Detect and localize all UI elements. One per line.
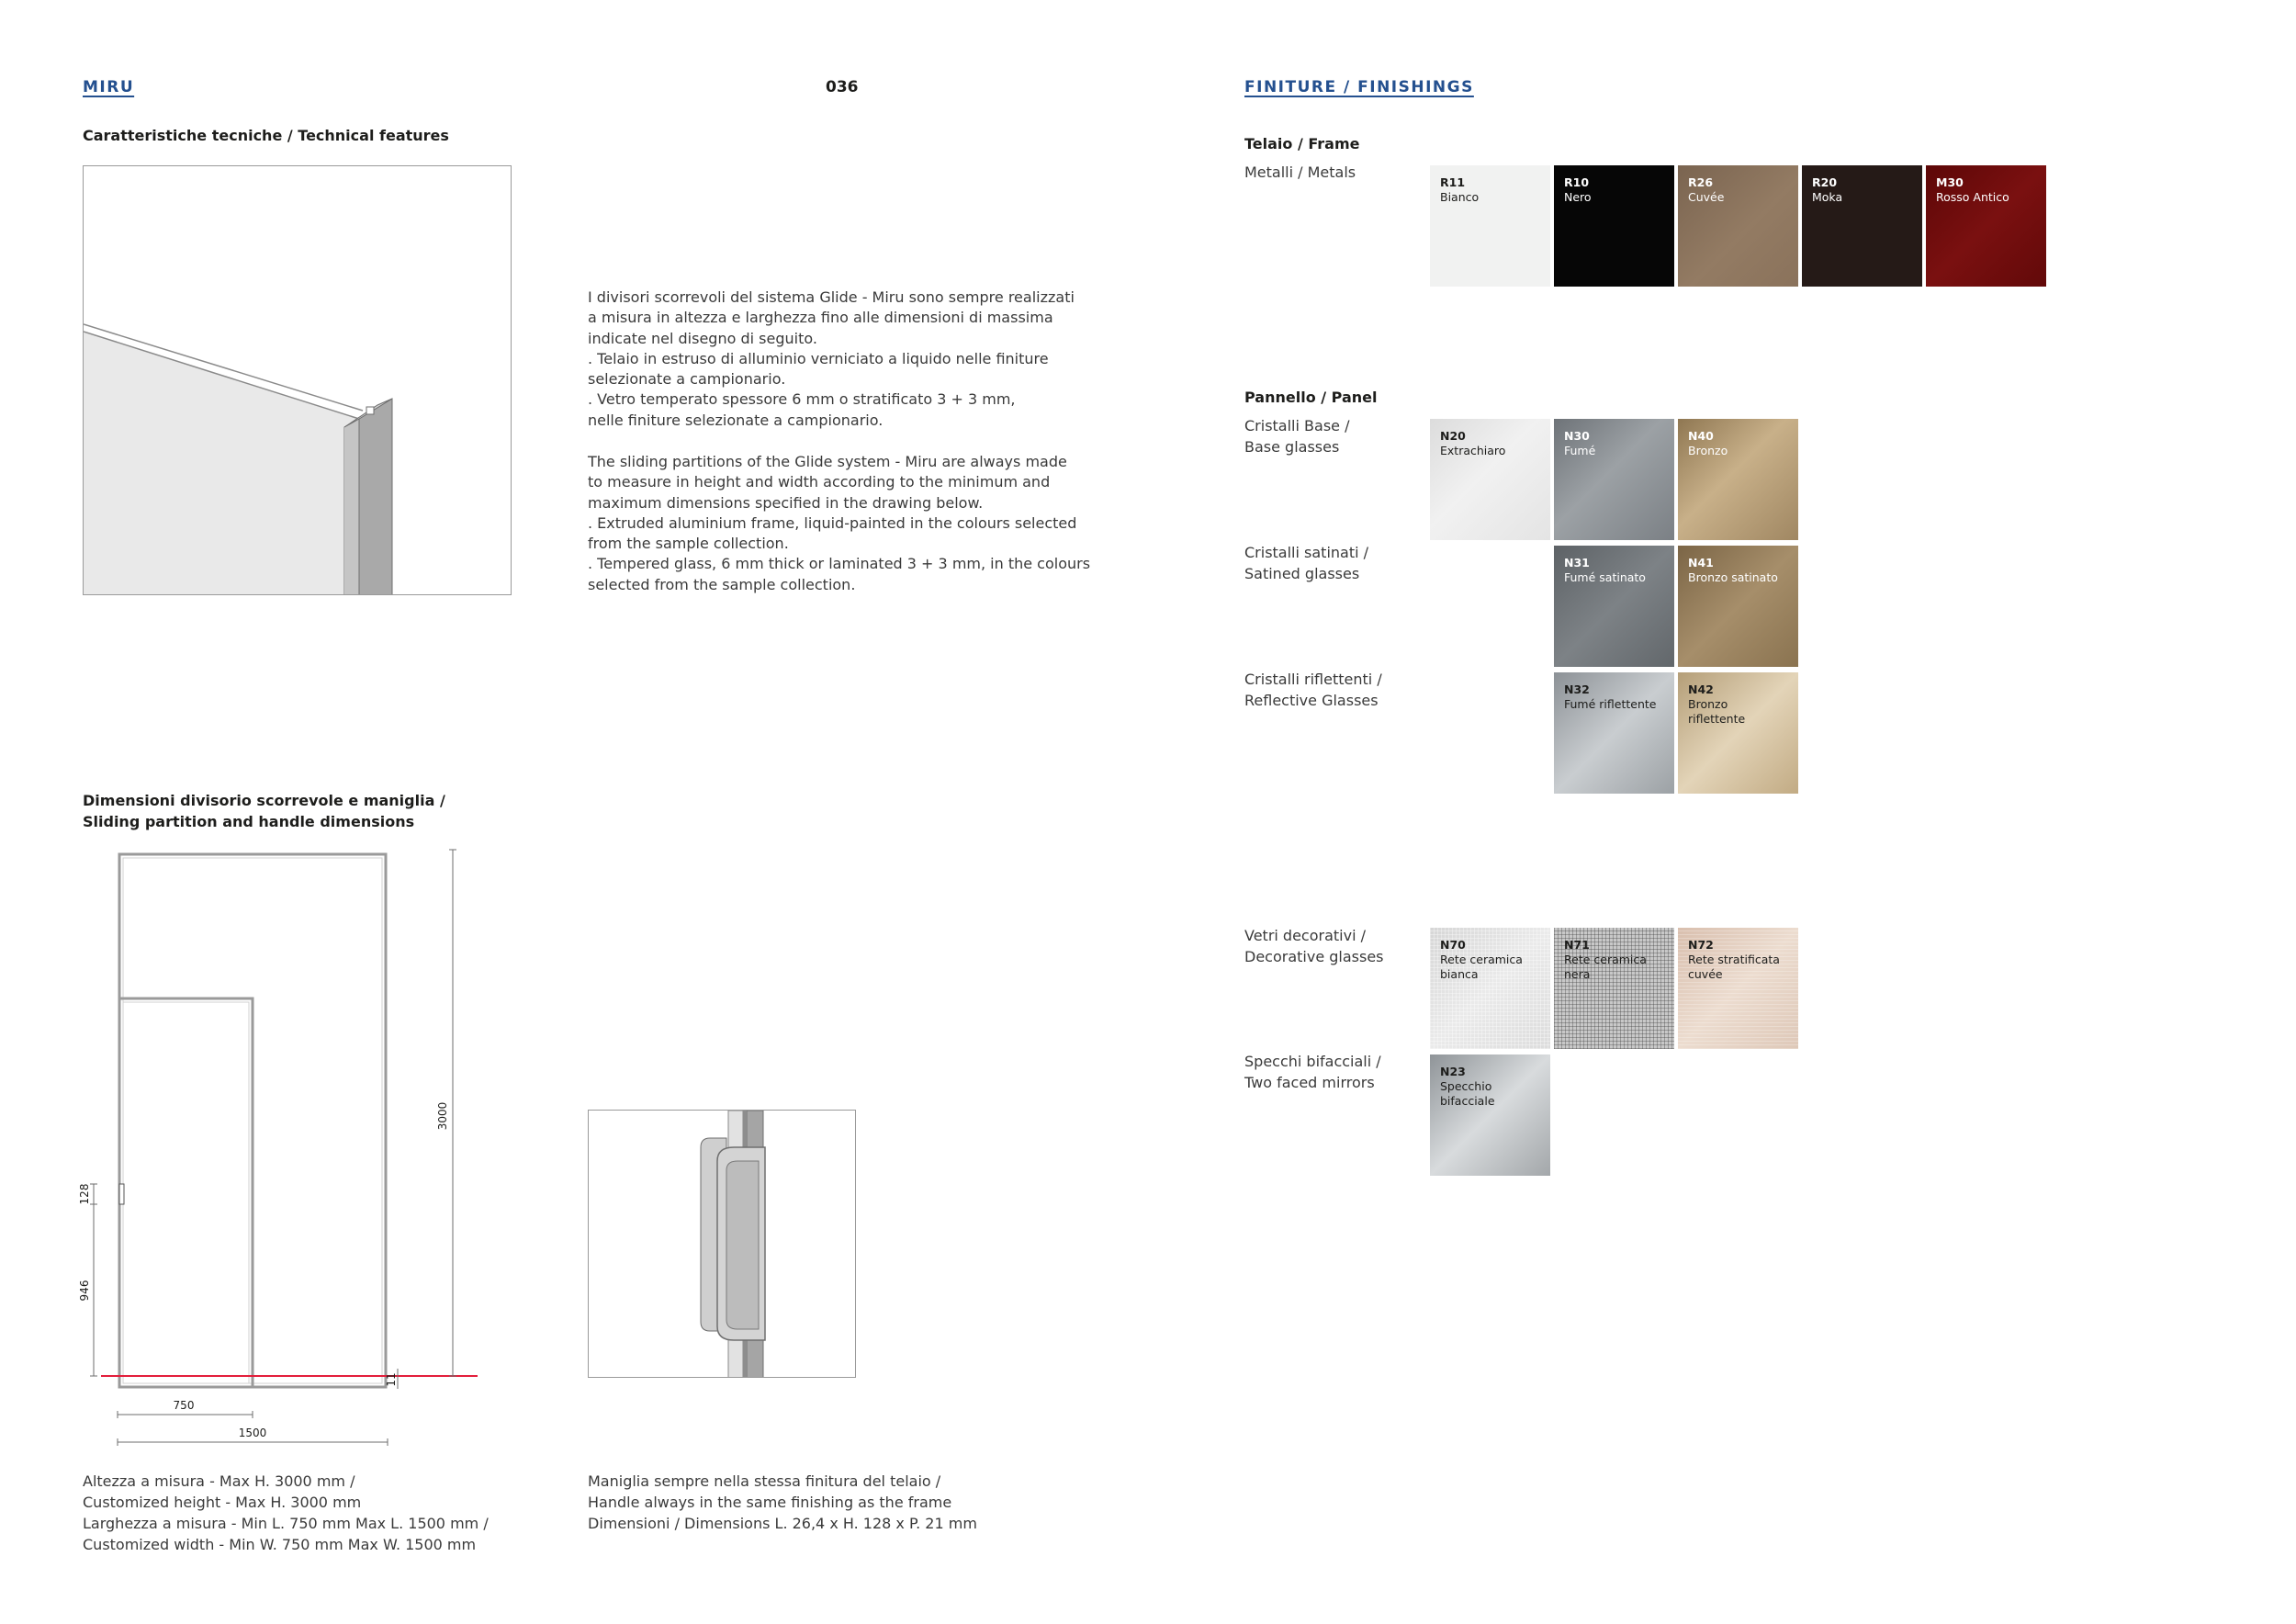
swatch-m30[interactable] (1926, 165, 2046, 287)
swatch-code: N23 (1440, 1065, 1466, 1078)
swatch-name: bianca (1440, 967, 1479, 981)
mirrors-label (1244, 1051, 1381, 1093)
swatch-n31[interactable] (1554, 546, 1674, 667)
page-number: 036 (826, 78, 859, 96)
description-english (588, 452, 1102, 595)
label-line: Vetri decorativi / (1244, 927, 1367, 944)
note-line: Maniglia sempre nella stessa finitura del telaio / (588, 1472, 941, 1490)
swatch-r26[interactable] (1678, 165, 1798, 287)
label-line: Base glasses (1244, 438, 1340, 456)
swatch-name: Cuvée (1688, 190, 1725, 204)
desc-it-line: selezionate a campionario. (588, 370, 786, 389)
finishings-header[interactable]: FINITURE / FINISHINGS (1244, 78, 1474, 96)
base-glasses-label (1244, 415, 1349, 457)
label-line: Specchi bifacciali / (1244, 1053, 1381, 1070)
swatch-code: M30 (1936, 175, 1964, 189)
notes-handle (588, 1471, 977, 1534)
desc-it-line: a misura in altezza e larghezza fino alle dimensioni di massima (588, 309, 1053, 327)
label-line: Cristalli Base / (1244, 417, 1350, 434)
decorative-glasses-label (1244, 925, 1384, 967)
swatch-code: R26 (1688, 175, 1714, 189)
swatch-n30[interactable] (1554, 419, 1674, 540)
swatch-code: N70 (1440, 938, 1466, 952)
product-name-header[interactable]: MIRU (83, 78, 135, 96)
note-line: Larghezza a misura - Min L. 750 mm Max L. 1500 mm / (83, 1515, 489, 1532)
swatch-n70[interactable] (1430, 928, 1550, 1049)
desc-en-line: . Tempered glass, 6 mm thick or laminated 3 + 3 mm, in the colours (588, 555, 1091, 573)
dim-label-750: 750 (173, 1399, 195, 1412)
perspective-illustration (84, 166, 512, 595)
swatch-name: Fumé satinato (1564, 570, 1646, 584)
swatch-name: Fumé riflettente (1564, 697, 1657, 711)
swatch-name: riflettente (1688, 712, 1746, 726)
swatch-code: N42 (1688, 682, 1714, 696)
note-line: Customized height - Max H. 3000 mm (83, 1494, 362, 1511)
swatch-name: nera (1564, 967, 1591, 981)
swatch-name: Rete ceramica (1564, 953, 1647, 966)
swatch-code: R20 (1812, 175, 1838, 189)
panel-title: Pannello / Panel (1244, 389, 1378, 406)
technical-features-title: Caratteristiche tecniche / Technical features (83, 127, 449, 144)
swatch-n42[interactable] (1678, 672, 1798, 794)
desc-en-line: selected from the sample collection. (588, 575, 856, 593)
swatch-name: bifacciale (1440, 1094, 1495, 1108)
swatch-name: Rete ceramica (1440, 953, 1523, 966)
swatch-code: R10 (1564, 175, 1590, 189)
note-line: Dimensioni / Dimensions L. 26,4 x H. 128 x P. 21 mm (588, 1515, 977, 1532)
swatch-code: N41 (1688, 556, 1714, 570)
swatch-r20[interactable] (1802, 165, 1922, 287)
swatch-n23[interactable] (1430, 1054, 1550, 1176)
note-line: Customized width - Min W. 750 mm Max W. 1500 mm (83, 1536, 477, 1553)
swatch-code: N71 (1564, 938, 1590, 952)
swatch-code: N30 (1564, 429, 1590, 443)
swatch-code: N72 (1688, 938, 1714, 952)
swatch-code: N31 (1564, 556, 1590, 570)
dim-label-11: 11 (385, 1372, 398, 1387)
desc-en-line: The sliding partitions of the Glide system - Miru are always made (588, 453, 1067, 470)
swatch-n20[interactable] (1430, 419, 1550, 540)
dim-label-1500: 1500 (238, 1427, 267, 1439)
desc-en-line: from the sample collection. (588, 535, 789, 553)
handle-detail-drawing (588, 1110, 856, 1378)
swatch-r10[interactable] (1554, 165, 1674, 287)
note-line: Handle always in the same finishing as the frame (588, 1494, 952, 1511)
swatch-name: Specchio (1440, 1079, 1492, 1093)
swatch-code: N40 (1688, 429, 1714, 443)
desc-it-line: nelle finiture selezionate a campionario. (588, 411, 884, 429)
frame-title: Telaio / Frame (1244, 135, 1360, 152)
label-line: Two faced mirrors (1244, 1074, 1375, 1091)
dimensions-title-line: Sliding partition and handle dimensions (83, 813, 415, 830)
swatch-n32[interactable] (1554, 672, 1674, 794)
swatch-name: Bronzo (1688, 444, 1728, 457)
dimensions-title (83, 790, 445, 832)
dimensions-title-line: Dimensioni divisorio scorrevole e maniglia / (83, 792, 445, 809)
desc-en-line: . Extruded aluminium frame, liquid-painted in the colours selected (588, 513, 1077, 532)
swatch-name: Rosso Antico (1936, 190, 2009, 204)
note-line: Altezza a misura - Max H. 3000 mm / (83, 1472, 355, 1490)
swatch-name: Bronzo satinato (1688, 570, 1778, 584)
swatch-name: Rete stratificata (1688, 953, 1780, 966)
desc-it-line: . Telaio in estruso di alluminio verniciato a liquido nelle finiture (588, 349, 1049, 367)
swatch-name: Fumé (1564, 444, 1596, 457)
swatch-name: Bronzo (1688, 697, 1728, 711)
label-line: Reflective Glasses (1244, 692, 1379, 709)
swatch-code: N32 (1564, 682, 1590, 696)
label-line: Satined glasses (1244, 565, 1360, 582)
technical-drawing-perspective (83, 165, 512, 595)
label-line: Decorative glasses (1244, 948, 1384, 965)
swatch-r11[interactable] (1430, 165, 1550, 287)
satined-glasses-label (1244, 542, 1368, 584)
label-line: Cristalli satinati / (1244, 544, 1369, 561)
swatch-n40[interactable] (1678, 419, 1798, 540)
desc-it-line: indicate nel disegno di seguito. (588, 329, 817, 347)
dim-label-3000: 3000 (436, 1101, 449, 1131)
notes-dimensions (83, 1471, 489, 1555)
swatch-code: N20 (1440, 429, 1466, 443)
desc-it-line: . Vetro temperato spessore 6 mm o stratificato 3 + 3 mm, (588, 390, 1016, 409)
swatch-n71[interactable] (1554, 928, 1674, 1049)
swatch-name: Moka (1812, 190, 1843, 204)
desc-en-line: maximum dimensions specified in the drawing below. (588, 493, 984, 512)
description-italian (588, 288, 1102, 431)
swatch-name: Nero (1564, 190, 1592, 204)
swatch-name: Extrachiaro (1440, 444, 1506, 457)
swatch-name: cuvée (1688, 967, 1723, 981)
desc-it-line: I divisori scorrevoli del sistema Glide - Miru sono sempre realizzati (588, 288, 1075, 306)
dim-label-128: 128 (78, 1183, 91, 1205)
metals-label: Metalli / Metals (1244, 164, 1356, 181)
reflective-glasses-label (1244, 669, 1382, 711)
desc-en-line: to measure in height and width according to the minimum and (588, 473, 1051, 491)
swatch-code: R11 (1440, 175, 1466, 189)
handle-illustration (589, 1111, 856, 1378)
swatch-name: Bianco (1440, 190, 1480, 204)
swatch-n41[interactable] (1678, 546, 1798, 667)
dimension-drawing (64, 840, 496, 1447)
label-line: Cristalli riflettenti / (1244, 671, 1382, 688)
dim-label-946: 946 (78, 1280, 91, 1302)
swatch-n72[interactable] (1678, 928, 1798, 1049)
